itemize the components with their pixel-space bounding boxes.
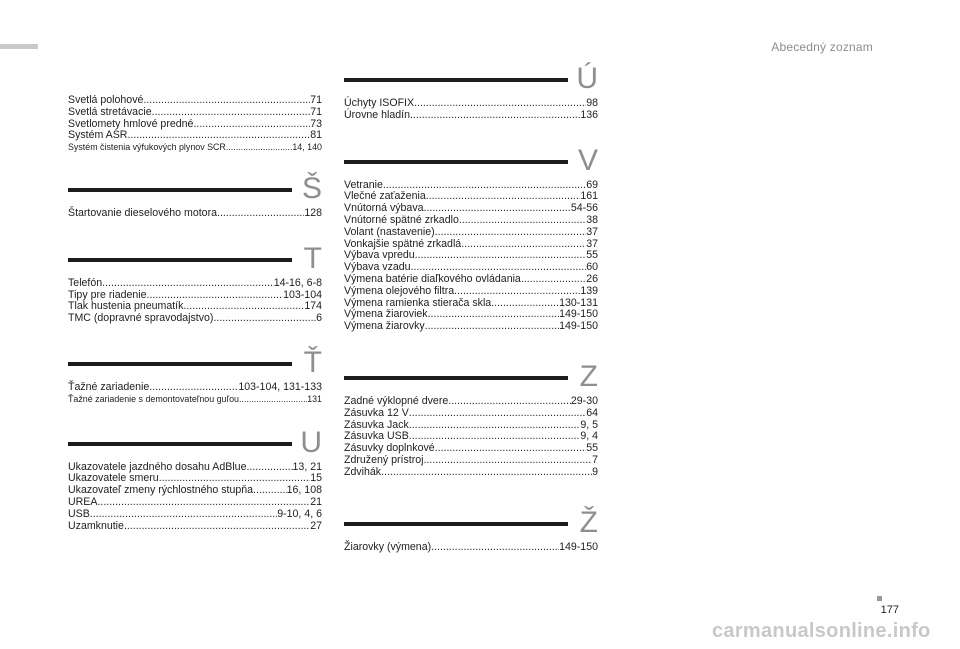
- header-accent-bar: [0, 44, 38, 49]
- entry-leader-dots: [143, 95, 310, 107]
- index-section: [68, 425, 322, 533]
- entry-name: Vnútorná výbava: [344, 202, 424, 215]
- index-entry: [344, 215, 598, 227]
- entry-leader-dots: [431, 542, 559, 554]
- section-rule: [344, 160, 568, 164]
- index-entry: [68, 107, 322, 119]
- entry-page-ref: 98: [586, 97, 598, 109]
- entry-page-ref: 16, 108: [286, 484, 322, 497]
- index-entry: [68, 208, 322, 220]
- entry-name: Výbava vzadu: [344, 261, 411, 274]
- entry-page-ref: 71: [310, 105, 322, 118]
- index-section: [68, 345, 322, 406]
- entry-name: Vnútorné spätné zrkadlo: [344, 213, 459, 226]
- entry-page-ref: 37: [586, 237, 598, 250]
- page-number: 177: [880, 604, 899, 616]
- entry-page-ref: 38: [586, 213, 598, 226]
- entry-name: Výmena žiaroviek: [344, 308, 428, 321]
- entry-name: Výmena batérie diaľkového ovládania: [344, 272, 521, 285]
- entry-page-ref: 9, 4: [580, 430, 598, 443]
- entry-name: Telefón: [68, 276, 103, 289]
- index-section: [68, 241, 322, 325]
- section-rule: [344, 376, 568, 380]
- entry-name: Úchyty ISOFIX: [344, 97, 415, 109]
- entry-leader-dots: [152, 107, 311, 119]
- index-entry: [344, 408, 598, 420]
- section-header: [68, 241, 322, 278]
- entry-page-ref: 7: [592, 453, 598, 466]
- entry-page-ref: 149-150: [559, 308, 598, 321]
- entry-leader-dots: [102, 278, 274, 290]
- section-header: [344, 505, 598, 542]
- entry-leader-dots: [124, 521, 310, 533]
- watermark: carmanualsonline.info: [712, 620, 931, 642]
- section-letter: Z: [579, 359, 598, 393]
- entry-page-ref: 26: [586, 272, 598, 285]
- entry-leader-dots: [97, 497, 310, 509]
- index-section: [344, 143, 598, 333]
- entry-page-ref: 15: [310, 472, 322, 485]
- entry-name: Ukazovateľ zmeny rýchlostného stupňa: [68, 484, 254, 497]
- index-entry: [68, 130, 322, 142]
- entry-name: Vetranie: [344, 178, 383, 191]
- entry-page-ref: 21: [310, 495, 322, 508]
- section-letter: Ž: [579, 505, 598, 539]
- index-section: [344, 64, 598, 122]
- entry-leader-dots: [381, 467, 592, 479]
- entry-page-ref: 130-131: [559, 296, 598, 309]
- entry-page-ref: 103-104, 131-133: [238, 380, 322, 393]
- decorative-square: [877, 596, 882, 601]
- index-entry: [68, 394, 322, 406]
- entry-name: Združený prístroj: [344, 453, 424, 466]
- index-entry: [68, 278, 322, 290]
- entry-page-ref: 55: [586, 249, 598, 262]
- entry-page-ref: 73: [310, 117, 322, 130]
- entry-name: Svetlá stretávacie: [68, 105, 152, 118]
- entry-name: Zdvihák: [344, 465, 382, 478]
- entry-page-ref: 9-10, 4, 6: [277, 507, 322, 520]
- entry-leader-dots: [435, 443, 587, 455]
- entry-page-ref: 149-150: [559, 540, 598, 553]
- entry-name: Výmena olejového filtra: [344, 284, 455, 297]
- entry-name: Štartovanie dieselového motora: [68, 206, 217, 219]
- entry-leader-dots: [149, 382, 238, 394]
- index-column-right: [344, 64, 598, 553]
- entry-name: Zásuvka Jack: [344, 418, 409, 431]
- section-header: [68, 171, 322, 208]
- entry-page-ref: 174: [304, 300, 322, 313]
- section-rule: [68, 362, 292, 366]
- index-entry: [344, 227, 598, 239]
- entry-page-ref: 14-16, 6-8: [273, 276, 322, 289]
- entry-name: Systém čistenia výfukových plynov SCR: [68, 142, 226, 153]
- entry-name: Žiarovky (výmena): [344, 540, 432, 553]
- entry-leader-dots: [428, 309, 560, 321]
- entry-name: Zadné výklopné dvere: [344, 394, 449, 407]
- index-entry: [344, 467, 598, 479]
- section-header: [68, 345, 322, 382]
- entry-name: UREA: [68, 495, 98, 508]
- section-rule: [68, 442, 292, 446]
- entry-page-ref: 64: [586, 406, 598, 419]
- entry-leader-dots: [90, 509, 277, 521]
- entry-leader-dots: [459, 215, 586, 227]
- entry-name: Výmena žiarovky: [344, 320, 425, 333]
- entry-name: Ukazovatele jazdného dosahu AdBlue: [68, 460, 247, 473]
- entry-leader-dots: [448, 396, 571, 408]
- entry-page-ref: 54-56: [570, 202, 598, 215]
- entry-leader-dots: [193, 119, 310, 131]
- entry-leader-dots: [409, 420, 581, 432]
- entry-page-ref: 139: [580, 284, 598, 297]
- entry-page-ref: 149-150: [559, 320, 598, 333]
- index-entry: [344, 396, 598, 408]
- entry-name: Tipy pre riadenie: [68, 288, 147, 301]
- index-entry: [344, 110, 598, 122]
- entry-name: Svetlomety hmlové predné: [68, 117, 194, 130]
- entry-page-ref: 55: [586, 442, 598, 455]
- entry-leader-dots: [253, 485, 287, 497]
- entry-page-ref: 60: [586, 261, 598, 274]
- section-letter: V: [577, 143, 598, 177]
- entry-name: Výbava vpredu: [344, 249, 415, 262]
- entry-leader-dots: [409, 408, 586, 420]
- entry-page-ref: 29-30: [570, 394, 598, 407]
- entry-leader-dots: [425, 321, 559, 333]
- index-entry: [344, 542, 598, 554]
- entry-name: Vonkajšie spätné zrkadlá: [344, 237, 462, 250]
- entry-name: TMC (dopravné spravodajstvo): [68, 312, 214, 325]
- entry-page-ref: 128: [304, 206, 322, 219]
- entry-leader-dots: [461, 239, 586, 251]
- section-header: [344, 359, 598, 396]
- index-entry: [68, 485, 322, 497]
- entry-page-ref: 69: [586, 178, 598, 191]
- section-rule: [68, 188, 292, 192]
- entry-page-ref: 9: [592, 465, 598, 478]
- section-letter: T: [303, 241, 322, 275]
- entry-page-ref: 161: [580, 190, 598, 203]
- entry-leader-dots: [127, 130, 310, 142]
- section-header: [344, 64, 598, 98]
- entry-name: Ťažné zariadenie s demontovateľnou guľou: [68, 393, 239, 404]
- index-entry: [68, 521, 322, 533]
- entry-leader-dots: [415, 250, 587, 262]
- section-header: [344, 143, 598, 180]
- entry-name: Svetlá polohové: [68, 94, 144, 106]
- entry-name: Vlečné zaťaženia: [344, 190, 426, 203]
- index-section: [344, 359, 598, 479]
- section-rule: [68, 258, 292, 262]
- entry-page-ref: 136: [580, 108, 598, 121]
- entry-leader-dots: [226, 142, 293, 154]
- index-column-left: [68, 95, 322, 532]
- index-entry: [344, 321, 598, 333]
- index-entry: [68, 142, 322, 154]
- entry-name: Ťažné zariadenie: [68, 380, 150, 393]
- entry-name: Systém ASR: [68, 129, 128, 142]
- entry-leader-dots: [521, 274, 586, 286]
- section-letter: Š: [301, 171, 322, 205]
- entry-page-ref: 131: [307, 393, 322, 404]
- entry-page-ref: 14, 140: [292, 142, 322, 153]
- entry-leader-dots: [414, 98, 586, 110]
- index-section: [344, 505, 598, 554]
- section-letter: Ť: [303, 345, 322, 379]
- entry-name: Úrovne hladín: [344, 108, 410, 121]
- entry-name: Výmena ramienka stierača skla: [344, 296, 492, 309]
- page-header-title: Abecedný zoznam: [771, 40, 873, 54]
- index-section: [68, 95, 322, 154]
- index-entry: [68, 509, 322, 521]
- section-rule: [344, 522, 568, 526]
- entry-page-ref: 9, 5: [580, 418, 598, 431]
- entry-name: Zásuvka USB: [344, 430, 409, 443]
- index-entry: [68, 382, 322, 394]
- entry-page-ref: 81: [310, 129, 322, 142]
- entry-name: Ukazovatele smeru: [68, 472, 159, 485]
- section-letter: Ú: [576, 62, 598, 95]
- entry-leader-dots: [217, 208, 304, 220]
- entry-leader-dots: [246, 462, 292, 474]
- entry-page-ref: 27: [310, 519, 322, 532]
- entry-leader-dots: [410, 110, 580, 122]
- entry-name: Tlak hustenia pneumatík: [68, 300, 184, 313]
- entry-leader-dots: [213, 313, 316, 325]
- index-entry: [68, 313, 322, 325]
- entry-leader-dots: [435, 227, 587, 239]
- index-section: [68, 171, 322, 220]
- entry-leader-dots: [423, 455, 592, 467]
- entry-page-ref: 71: [310, 94, 322, 106]
- entry-name: USB: [68, 507, 90, 520]
- entry-name: Zásuvka 12 V: [344, 406, 409, 419]
- entry-name: Uzamknutie: [68, 519, 124, 532]
- index-entry: [344, 286, 598, 298]
- index-entry: [68, 497, 322, 509]
- entry-page-ref: 37: [586, 225, 598, 238]
- section-letter: U: [300, 425, 322, 459]
- entry-page-ref: 103-104: [283, 288, 322, 301]
- entry-page-ref: 13, 21: [292, 460, 322, 473]
- entry-leader-dots: [491, 298, 559, 310]
- entry-name: Volant (nastavenie): [344, 225, 435, 238]
- entry-leader-dots: [454, 286, 580, 298]
- entry-name: Zásuvky doplnkové: [344, 442, 435, 455]
- entry-page-ref: 6: [316, 312, 322, 325]
- section-rule: [344, 78, 568, 82]
- index-entry: [344, 455, 598, 467]
- section-header: [68, 425, 322, 462]
- index-entry: [344, 274, 598, 286]
- entry-leader-dots: [239, 394, 307, 406]
- entry-leader-dots: [426, 191, 581, 203]
